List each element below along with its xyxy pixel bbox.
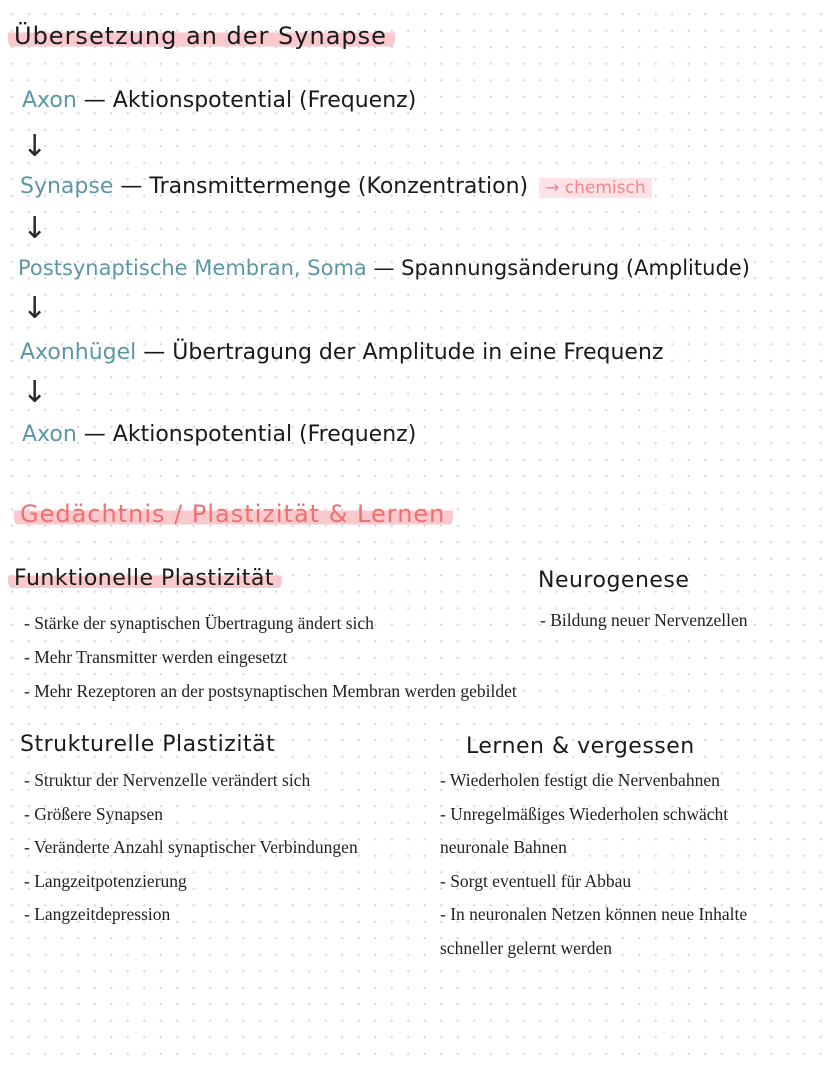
flow-desc: Transmittermenge (Konzentration) bbox=[149, 174, 529, 199]
down-arrow-icon: ↓ bbox=[22, 129, 48, 164]
flow-row-4 bbox=[20, 340, 663, 365]
flow-desc: Spannungsänderung (Amplitude) bbox=[401, 256, 750, 280]
flow-desc: Aktionspotential (Frequenz) bbox=[112, 422, 417, 447]
list-item: - Langzeitpotenzierung bbox=[24, 870, 187, 891]
flow-desc: Übertragung der Amplitude in eine Frequenz bbox=[172, 340, 664, 365]
list-item: - Sorgt eventuell für Abbau bbox=[440, 870, 632, 891]
dash: — bbox=[83, 88, 106, 113]
list-item: - Langzeitdepression bbox=[24, 904, 171, 925]
list-item: - Mehr Rezeptoren an der postsynaptischen Membran werden gebildet bbox=[24, 681, 517, 701]
flow-term: Axon bbox=[22, 422, 77, 447]
list-item: - Stärke der synaptischen Übertragung ändert sich bbox=[24, 613, 374, 633]
list-item: - Bildung neuer Nervenzellen bbox=[540, 610, 748, 630]
dash: — bbox=[83, 422, 106, 447]
list-item: schneller gelernt werden bbox=[440, 937, 613, 958]
learning-list bbox=[440, 764, 747, 966]
flow-row-3 bbox=[18, 256, 750, 280]
flow-row-2 bbox=[20, 174, 652, 199]
list-item: - Veränderte Anzahl synaptischer Verbindungen bbox=[24, 837, 358, 858]
list-item: - Größere Synapsen bbox=[24, 803, 163, 824]
flow-desc: Aktionspotential (Frequenz) bbox=[112, 88, 417, 113]
functional-list bbox=[24, 606, 517, 708]
dash: — bbox=[143, 340, 166, 365]
structural-list bbox=[24, 764, 358, 932]
flow-row-5 bbox=[22, 422, 416, 447]
list-item: - Mehr Transmitter werden eingesetzt bbox=[24, 647, 288, 667]
down-arrow-icon: ↓ bbox=[22, 291, 48, 326]
list-item: - Struktur der Nervenzelle verändert sich bbox=[24, 770, 311, 790]
list-item: - Wiederholen festigt die Nervenbahnen bbox=[440, 770, 720, 790]
heading-neurogenesis: Neurogenese bbox=[538, 568, 690, 593]
section-title-text: Gedächtnis / Plastizität & Lernen bbox=[20, 500, 446, 528]
chemical-note: → chemisch bbox=[539, 178, 652, 198]
flow-row-1 bbox=[22, 88, 416, 113]
heading-structural-plasticity: Strukturelle Plastizität bbox=[20, 732, 276, 757]
neurogenesis-list bbox=[540, 610, 748, 631]
list-item: - In neuronalen Netzen können neue Inhalte bbox=[440, 904, 748, 925]
heading-functional-plasticity: Funktionelle Plastizität bbox=[8, 566, 282, 591]
flow-term: Axon bbox=[22, 88, 77, 113]
section-title-memory bbox=[14, 500, 453, 528]
dash: — bbox=[120, 174, 143, 199]
down-arrow-icon: ↓ bbox=[22, 375, 48, 410]
page-title-text: Übersetzung an der Synapse bbox=[14, 22, 387, 50]
flow-term: Axonhügel bbox=[20, 340, 137, 365]
dash: — bbox=[373, 256, 395, 280]
flow-term: Synapse bbox=[20, 174, 114, 199]
list-item: neuronale Bahnen bbox=[440, 837, 567, 858]
down-arrow-icon: ↓ bbox=[22, 211, 48, 246]
flow-term: Postsynaptische Membran, Soma bbox=[18, 256, 367, 280]
heading-learning-forgetting: Lernen & vergessen bbox=[466, 734, 695, 759]
list-item: - Unregelmäßiges Wiederholen schwächt bbox=[440, 803, 729, 824]
page-title bbox=[8, 22, 395, 50]
